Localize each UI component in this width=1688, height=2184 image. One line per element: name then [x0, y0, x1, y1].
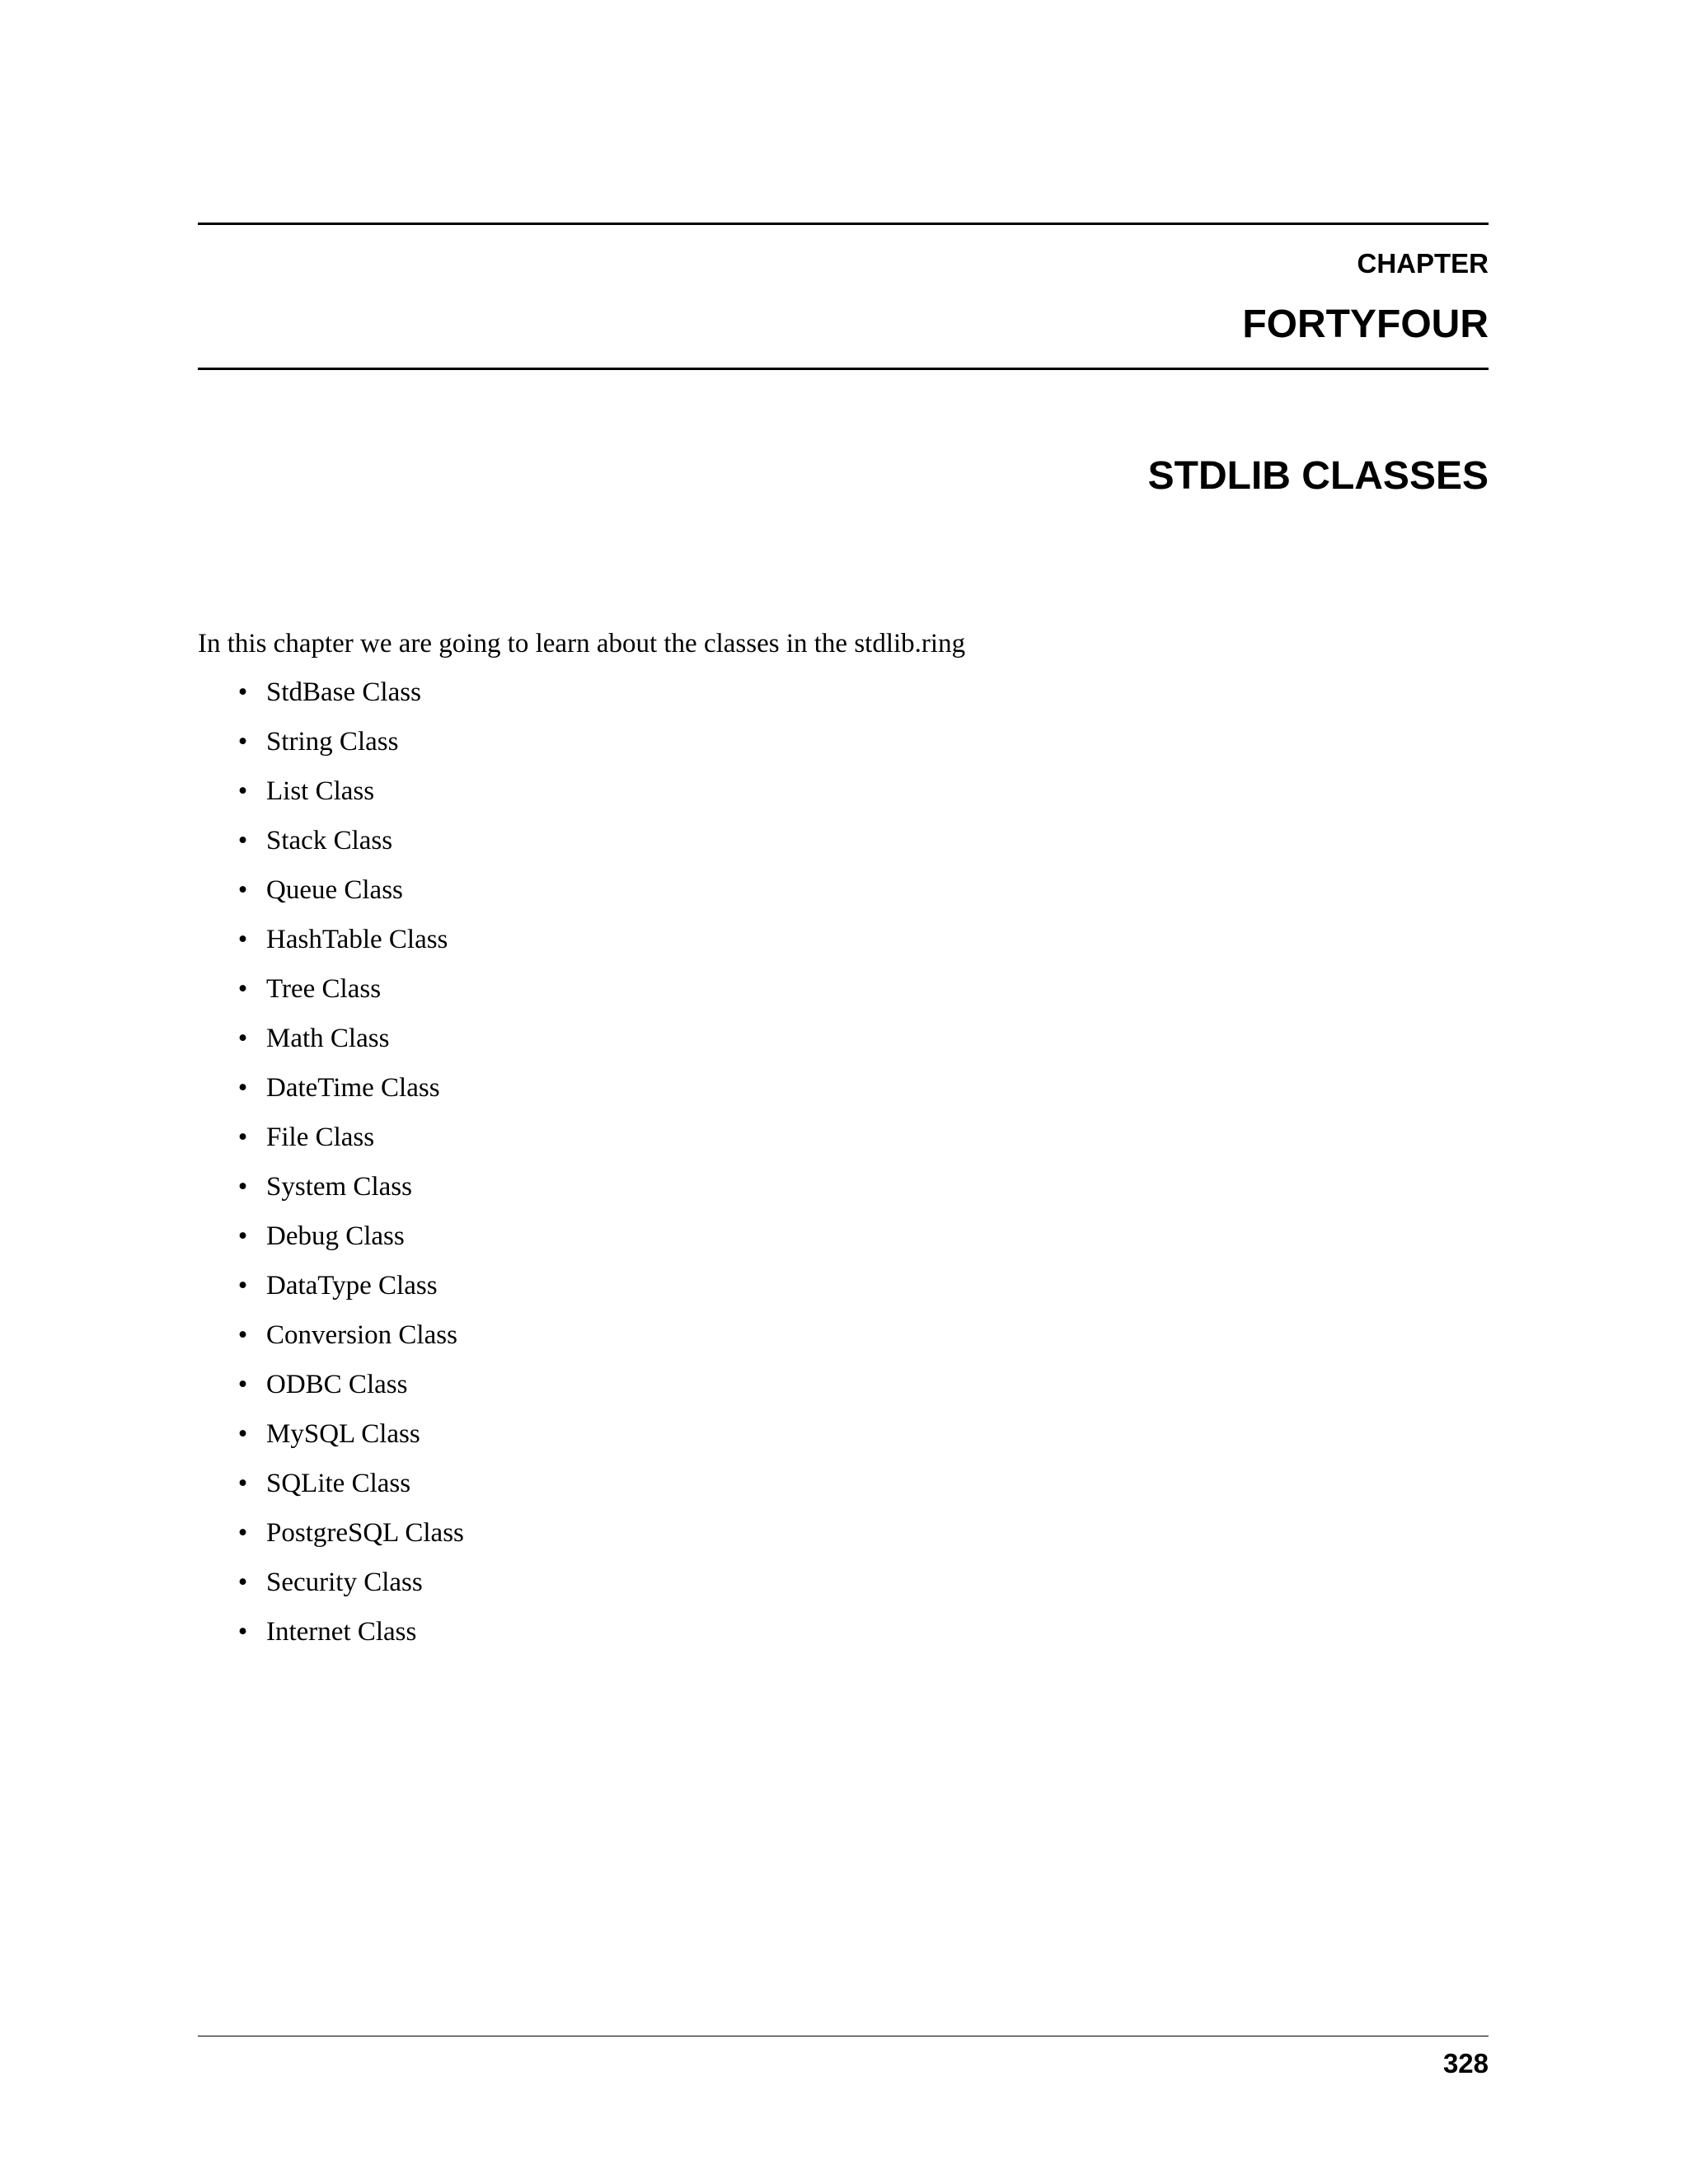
- list-item-label: HashTable Class: [266, 925, 448, 954]
- list-item: [198, 1316, 464, 1366]
- bullet-icon: •: [237, 1271, 248, 1301]
- bullet-icon: •: [237, 974, 248, 1004]
- list-item-label: PostgreSQL Class: [266, 1518, 464, 1548]
- bullet-icon: •: [237, 1172, 248, 1202]
- bullet-icon: •: [237, 1518, 248, 1548]
- list-item-label: DataType Class: [266, 1271, 438, 1301]
- list-item-label: Debug Class: [266, 1221, 405, 1251]
- list-item: [198, 1613, 464, 1662]
- list-item: [198, 1366, 464, 1415]
- list-item: [198, 1118, 464, 1168]
- bullet-icon: •: [237, 875, 248, 905]
- list-item: [198, 1019, 464, 1069]
- list-item-label: Math Class: [266, 1024, 390, 1053]
- bullet-icon: •: [237, 1419, 248, 1449]
- bullet-icon: •: [237, 1568, 248, 1597]
- list-item: [198, 1415, 464, 1465]
- list-item-label: MySQL Class: [266, 1419, 420, 1449]
- list-item: [198, 1069, 464, 1118]
- list-item: [198, 871, 464, 921]
- bullet-icon: •: [237, 826, 248, 855]
- list-item-label: System Class: [266, 1172, 412, 1202]
- bullet-icon: •: [237, 727, 248, 757]
- page-number: 328: [1442, 2048, 1489, 2079]
- chapter-number: FORTYFOUR: [1242, 302, 1489, 346]
- bullet-icon: •: [237, 677, 248, 707]
- list-item: [198, 723, 464, 772]
- list-item-label: SQLite Class: [266, 1469, 411, 1498]
- bullet-icon: •: [237, 1122, 248, 1152]
- intro-paragraph: In this chapter we are going to learn about the classes in the stdlib.ring: [198, 629, 966, 658]
- bullet-icon: •: [237, 1320, 248, 1350]
- list-item-label: Security Class: [266, 1568, 423, 1597]
- class-list: [198, 673, 464, 1662]
- list-item-label: Internet Class: [266, 1617, 417, 1647]
- list-item: [198, 970, 464, 1019]
- list-item-label: List Class: [266, 776, 375, 806]
- list-item: [198, 1217, 464, 1267]
- list-item: [198, 1514, 464, 1563]
- list-item-label: Conversion Class: [266, 1320, 457, 1350]
- chapter-bottom-rule: [198, 368, 1489, 370]
- bullet-icon: •: [237, 1617, 248, 1647]
- list-item-label: Tree Class: [266, 974, 382, 1004]
- bullet-icon: •: [237, 1073, 248, 1103]
- bullet-icon: •: [237, 1370, 248, 1399]
- list-item-label: File Class: [266, 1122, 375, 1152]
- section-title: STDLIB CLASSES: [1147, 454, 1489, 498]
- list-item: [198, 1465, 464, 1514]
- chapter-top-rule: [198, 223, 1489, 225]
- list-item: [198, 673, 464, 723]
- list-item-label: DateTime Class: [266, 1073, 440, 1103]
- list-item-label: Queue Class: [266, 875, 403, 905]
- list-item-label: Stack Class: [266, 826, 393, 855]
- list-item: [198, 772, 464, 822]
- bullet-icon: •: [237, 776, 248, 806]
- list-item-label: String Class: [266, 727, 399, 757]
- bullet-icon: •: [237, 1469, 248, 1498]
- list-item: [198, 1563, 464, 1613]
- bullet-icon: •: [237, 925, 248, 954]
- list-item: [198, 822, 464, 871]
- list-item: [198, 1267, 464, 1316]
- bullet-icon: •: [237, 1024, 248, 1053]
- list-item-label: StdBase Class: [266, 677, 421, 707]
- chapter-label: CHAPTER: [1357, 248, 1489, 279]
- list-item: [198, 921, 464, 970]
- bullet-icon: •: [237, 1221, 248, 1251]
- list-item-label: ODBC Class: [266, 1370, 408, 1399]
- list-item: [198, 1168, 464, 1217]
